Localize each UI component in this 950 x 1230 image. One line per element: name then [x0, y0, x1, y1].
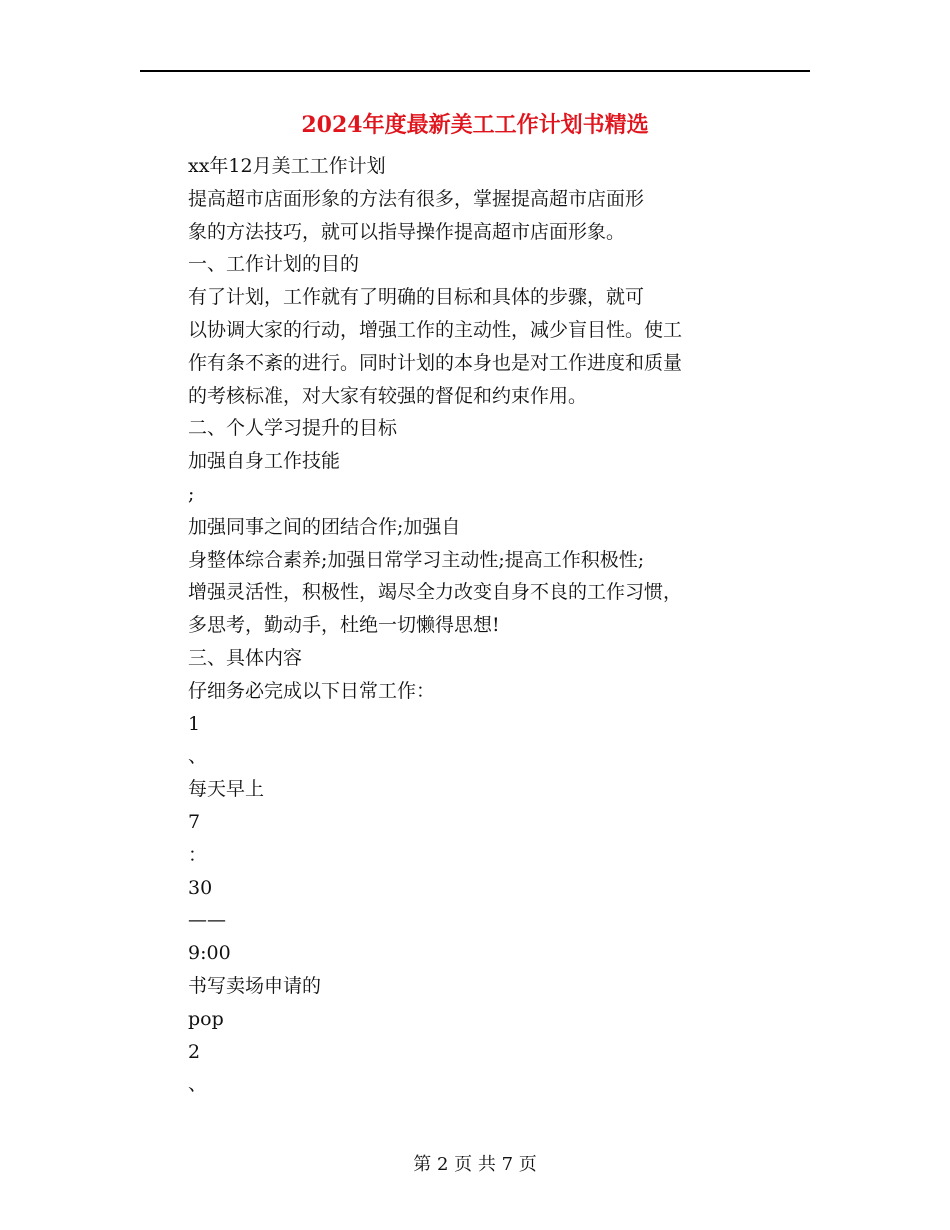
body-line: 身整体综合素养;加强日常学习主动性;提高工作积极性; [188, 548, 645, 571]
body-line: 书写卖场申请的 [188, 974, 322, 997]
section-heading: 二、个人学习提升的目标 [188, 417, 398, 440]
body-line: 2 [188, 1040, 201, 1063]
body-line: 9:00 [188, 942, 231, 965]
body-line: ： [188, 843, 208, 866]
body-line: 加强自身工作技能 [188, 450, 341, 473]
body-line: 多思考，勤动手，杜绝一切懒得思想! [188, 614, 500, 637]
body-line: 7 [188, 810, 201, 833]
body-line: 加强同事之间的团结合作;加强自 [188, 515, 461, 538]
body-line: 象的方法技巧，就可以指导操作提高超市店面形象。 [188, 220, 626, 243]
section-heading: 三、具体内容 [188, 646, 303, 669]
header-rule [140, 70, 810, 72]
body-line: 每天早上 [188, 778, 265, 801]
body-line: 增强灵活性，积极性，竭尽全力改变自身不良的工作习惯， [188, 581, 683, 604]
body-line: 、 [188, 745, 208, 768]
body-line: —— [188, 909, 226, 932]
body-line: 作有条不紊的进行。同时计划的本身也是对工作进度和质量 [188, 351, 683, 374]
body-line: 仔细务必完成以下日常工作： [188, 679, 436, 702]
body-line: 以协调大家的行动，增强工作的主动性，减少盲目性。使工 [188, 318, 683, 341]
body-line: 、 [188, 1073, 208, 1096]
document-title: 2024年度最新美工工作计划书精选 [301, 112, 649, 138]
page-number-footer: 第 2 页 共 7 页 [413, 1154, 537, 1175]
body-line: 的考核标准，对大家有较强的督促和约束作用。 [188, 384, 588, 407]
body-line: 1 [188, 712, 201, 735]
body-line: 有了计划，工作就有了明确的目标和具体的步骤，就可 [188, 286, 645, 309]
body-line: pop [188, 1007, 224, 1030]
section-heading: 一、工作计划的目的 [188, 253, 360, 276]
body-line: 提高超市店面形象的方法有很多，掌握提高超市店面形 [188, 187, 645, 210]
body-line: 30 [188, 876, 213, 899]
body-line: xx年12月美工工作计划 [188, 155, 386, 177]
document-body [188, 150, 788, 1101]
body-line: ; [188, 482, 195, 505]
